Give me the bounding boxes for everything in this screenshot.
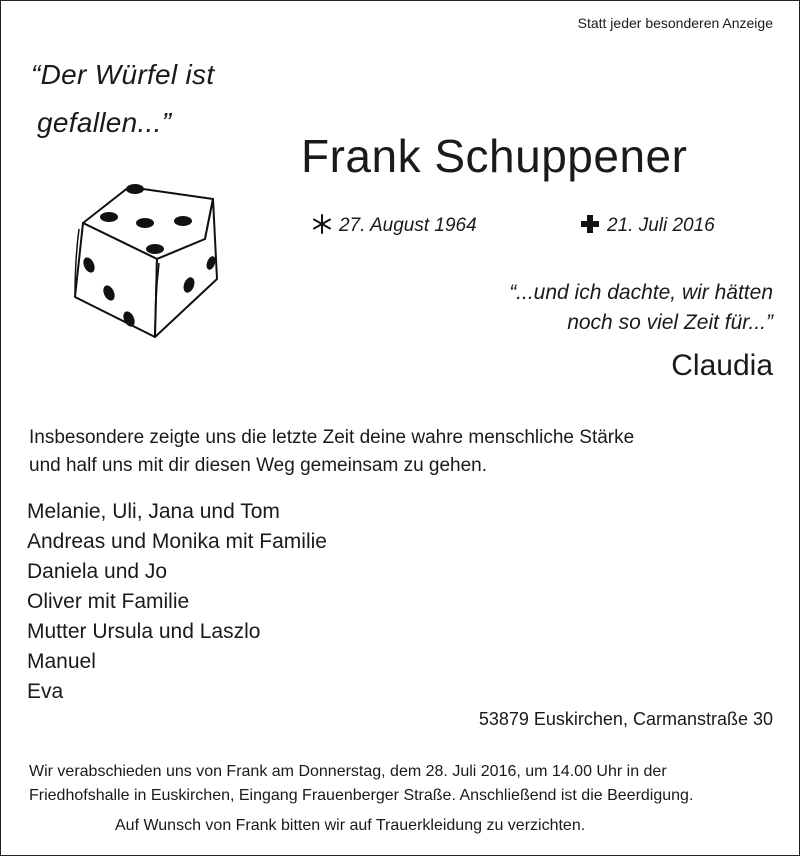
header-note: Statt jeder besonderen Anzeige: [577, 15, 773, 31]
cross-icon: [579, 213, 601, 235]
list-item: Andreas und Monika mit Familie: [27, 530, 327, 553]
list-item: Daniela und Jo: [27, 560, 168, 583]
tribute-line-1: Insbesondere zeigte uns die letzte Zeit deine wahre menschliche Stärke: [29, 427, 635, 448]
deceased-name: Frank Schuppener: [301, 130, 688, 182]
motto-line-1: “Der Würfel ist: [31, 59, 215, 90]
motto-line-2: gefallen...”: [37, 107, 172, 138]
star-icon: [311, 213, 333, 235]
signer-name: Claudia: [671, 349, 773, 382]
funeral-notice-line-2: Friedhofshalle in Euskirchen, Eingang Frauenberger Straße. Anschließend ist die Beerdigung.: [29, 787, 694, 804]
mourning-address: 53879 Euskirchen, Carmanstraße 30: [478, 709, 773, 729]
funeral-notice-line-1: Wir verabschieden uns von Frank am Donnerstag, dem 28. Juli 2016, um 14.00 Uhr in der: [29, 763, 667, 780]
mourners-list: [27, 497, 327, 707]
birth-date: [311, 213, 477, 237]
list-item: Melanie, Uli, Jana und Tom: [27, 500, 280, 523]
attire-request: Auf Wunsch von Frank bitten wir auf Trauerkleidung zu verzichten.: [115, 817, 586, 834]
list-item: Oliver mit Familie: [27, 590, 190, 613]
death-date: [579, 213, 715, 237]
death-date-text: 21. Juli 2016: [607, 215, 715, 236]
dice-icon: [65, 179, 223, 339]
birth-date-text: 27. August 1964: [339, 215, 477, 236]
quote-line-2: noch so viel Zeit für...”: [567, 311, 773, 334]
list-item: Eva: [27, 680, 64, 703]
tribute-line-2: und half uns mit dir diesen Weg gemeinsam zu gehen.: [29, 455, 488, 476]
quote-line-1: “...und ich dachte, wir hätten: [509, 281, 773, 304]
list-item: Mutter Ursula und Laszlo: [27, 620, 261, 643]
list-item: Manuel: [27, 650, 96, 673]
